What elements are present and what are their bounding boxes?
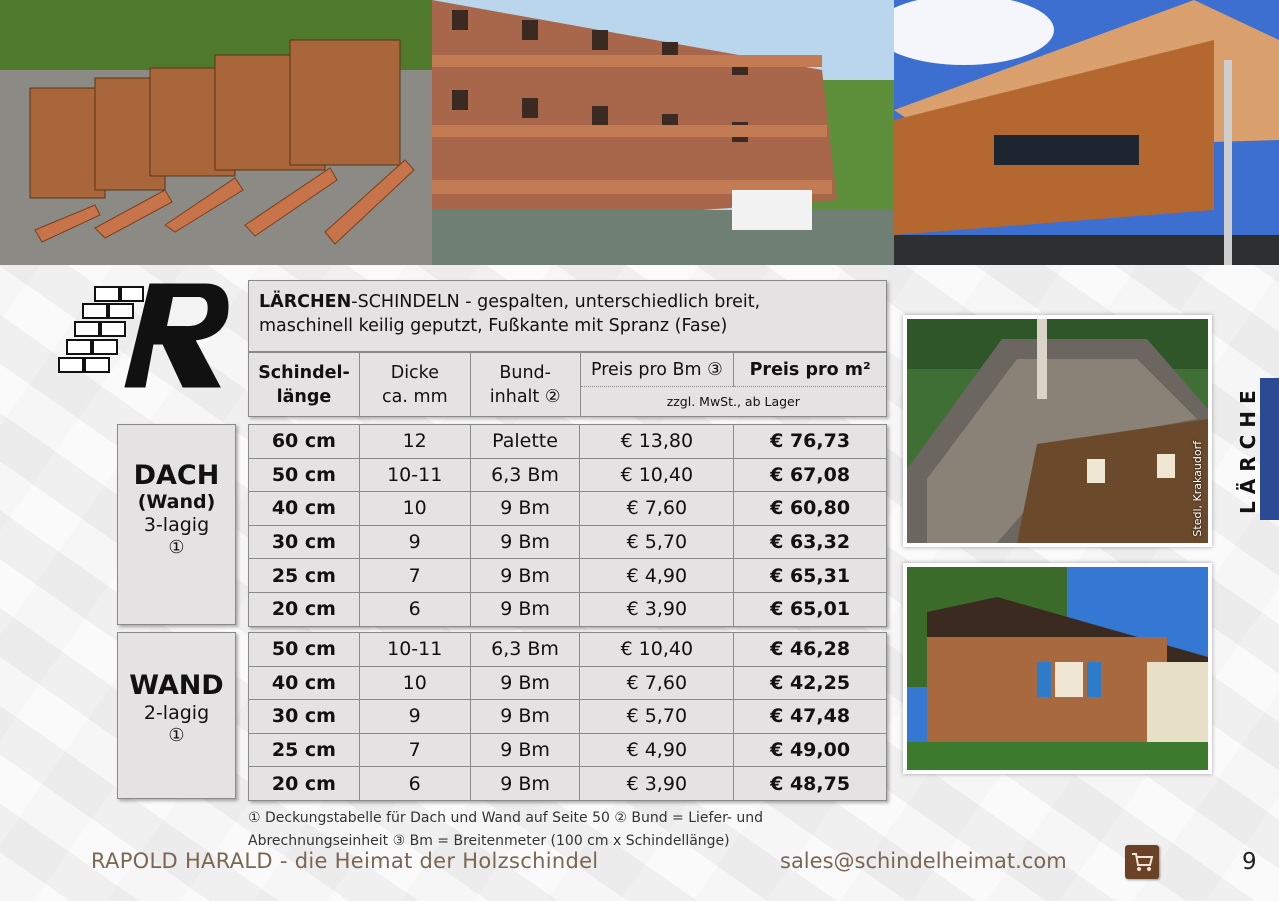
price-table-wand <box>248 632 887 801</box>
section-label-wand <box>117 632 236 799</box>
bundle-cell: 9 Bm <box>470 592 580 626</box>
dach-row <box>249 559 887 593</box>
col-price-bm: Preis pro Bm ③ <box>580 353 734 387</box>
price-bm-cell: € 10,40 <box>580 458 734 492</box>
length-cell: 60 cm <box>249 425 360 459</box>
bundle-cell: 9 Bm <box>470 700 580 734</box>
length-cell: 30 cm <box>249 525 360 559</box>
length-cell: 40 cm <box>249 666 360 700</box>
dach-row <box>249 425 887 459</box>
thickness-cell: 9 <box>359 525 470 559</box>
col-length: Schindel- länge <box>249 353 360 417</box>
dach-label: DACH <box>133 460 220 491</box>
length-cell: 50 cm <box>249 633 360 667</box>
thickness-cell: 12 <box>359 425 470 459</box>
wand-row <box>249 633 887 667</box>
bundle-cell: 9 Bm <box>470 525 580 559</box>
length-cell: 25 cm <box>249 733 360 767</box>
price-m2-cell: € 65,01 <box>734 592 887 626</box>
photo-shingle-bundles <box>0 0 432 265</box>
wand-row <box>249 733 887 767</box>
price-bm-cell: € 4,90 <box>580 559 734 593</box>
wand-row <box>249 666 887 700</box>
wand-row <box>249 767 887 801</box>
thickness-cell: 6 <box>359 767 470 801</box>
price-bm-cell: € 7,60 <box>580 666 734 700</box>
col-price-m2: Preis pro m² <box>734 353 887 387</box>
photo-hotel-building <box>432 0 894 265</box>
column-header <box>248 352 887 417</box>
product-title-line2: maschinell keilig geputzt, Fußkante mit Spranz (Fase) <box>259 316 728 336</box>
product-title-line1: LÄRCHEN-SCHINDELN - gespalten, unterschiedlich breit, <box>259 292 761 312</box>
bundle-cell: Palette <box>470 425 580 459</box>
price-bm-cell: € 7,60 <box>580 492 734 526</box>
price-m2-cell: € 48,75 <box>734 767 887 801</box>
price-bm-cell: € 5,70 <box>580 700 734 734</box>
wand-layers: 2-lagig <box>143 702 210 724</box>
length-cell: 50 cm <box>249 458 360 492</box>
section-label-dach <box>117 424 236 625</box>
shopping-cart-icon[interactable] <box>1125 845 1159 879</box>
bundle-cell: 9 Bm <box>470 492 580 526</box>
photo-larch-roof-house <box>903 315 1212 547</box>
price-m2-cell: € 63,32 <box>734 525 887 559</box>
section-tab-larche <box>1232 378 1279 520</box>
bundle-cell: 9 Bm <box>470 733 580 767</box>
photo-modern-shingle-facade <box>894 0 1279 265</box>
footnote <box>248 807 868 853</box>
dach-row <box>249 592 887 626</box>
price-bm-cell: € 13,80 <box>580 425 734 459</box>
col-bundle: Bund- inhalt ② <box>470 353 580 417</box>
price-m2-cell: € 49,00 <box>734 733 887 767</box>
price-bm-cell: € 4,90 <box>580 733 734 767</box>
thickness-cell: 7 <box>359 733 470 767</box>
price-m2-cell: € 76,73 <box>734 425 887 459</box>
bundle-cell: 9 Bm <box>470 559 580 593</box>
thickness-cell: 10 <box>359 666 470 700</box>
photo-larch-wall-house <box>903 563 1212 774</box>
bundle-cell: 6,3 Bm <box>470 458 580 492</box>
price-m2-cell: € 47,48 <box>734 700 887 734</box>
bundle-cell: 6,3 Bm <box>470 633 580 667</box>
price-m2-cell: € 46,28 <box>734 633 887 667</box>
price-bm-cell: € 10,40 <box>580 633 734 667</box>
dach-layers: 3-lagig <box>143 514 210 536</box>
price-table-dach <box>248 424 887 627</box>
thickness-cell: 10-11 <box>359 633 470 667</box>
price-bm-cell: € 3,90 <box>580 592 734 626</box>
footer-email-link[interactable]: sales@schindelheimat.com <box>780 849 1067 873</box>
company-logo <box>55 282 235 390</box>
length-cell: 25 cm <box>249 559 360 593</box>
price-bm-cell: € 3,90 <box>580 767 734 801</box>
thickness-cell: 9 <box>359 700 470 734</box>
price-bm-cell: € 5,70 <box>580 525 734 559</box>
length-cell: 20 cm <box>249 592 360 626</box>
dach-sublabel: (Wand) <box>137 491 216 513</box>
length-cell: 20 cm <box>249 767 360 801</box>
length-cell: 30 cm <box>249 700 360 734</box>
footer-brand: RAPOLD HARALD - die Heimat der Holzschindel <box>91 849 599 873</box>
col-thickness: Dicke ca. mm <box>359 353 470 417</box>
section-tab-label: LÄRCHE <box>1236 383 1260 515</box>
footnote-line1: ① Deckungstabelle für Dach und Wand auf Seite 50 ② Bund = Liefer- und <box>248 810 764 826</box>
section-tab-marker <box>1260 378 1279 520</box>
thickness-cell: 10-11 <box>359 458 470 492</box>
price-m2-cell: € 42,25 <box>734 666 887 700</box>
bundle-cell: 9 Bm <box>470 767 580 801</box>
wand-label: WAND <box>129 670 224 701</box>
price-m2-cell: € 60,80 <box>734 492 887 526</box>
thickness-cell: 10 <box>359 492 470 526</box>
dach-row <box>249 492 887 526</box>
price-m2-cell: € 65,31 <box>734 559 887 593</box>
wand-row <box>249 700 887 734</box>
dach-row <box>249 525 887 559</box>
footnote-line2: Abrechnungseinheit ③ Bm = Breitenmeter (100 cm x Schindellänge) <box>248 833 730 849</box>
thickness-cell: 7 <box>359 559 470 593</box>
dach-note: ① <box>168 537 185 558</box>
price-m2-cell: € 67,08 <box>734 458 887 492</box>
length-cell: 40 cm <box>249 492 360 526</box>
page-number: 9 <box>1242 849 1257 875</box>
bundle-cell: 9 Bm <box>470 666 580 700</box>
thickness-cell: 6 <box>359 592 470 626</box>
photo-credit: Stedl, Krakaudorf <box>1191 441 1204 537</box>
product-title-box <box>248 280 887 352</box>
dach-row <box>249 458 887 492</box>
wand-note: ① <box>168 725 185 746</box>
tax-note: zzgl. MwSt., ab Lager <box>580 387 886 417</box>
